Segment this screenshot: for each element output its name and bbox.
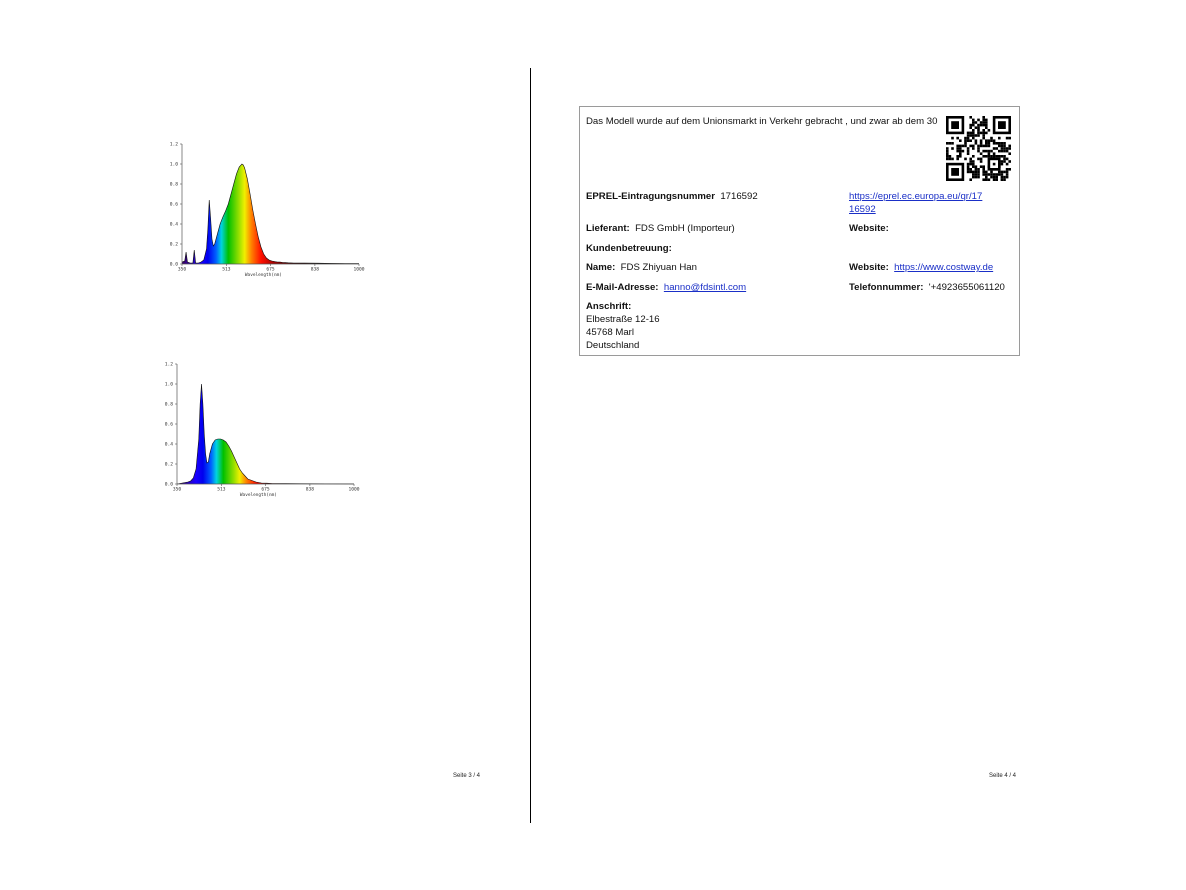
service-website-label: Website: <box>849 262 889 273</box>
y-tick-label: 0.8 <box>169 182 178 188</box>
name-label: Name: <box>586 262 616 273</box>
website-link[interactable]: https://www.costway.de <box>894 262 994 273</box>
y-tick-label: 0.4 <box>169 222 178 228</box>
y-tick-label: 1.2 <box>164 362 173 368</box>
product-info-box <box>579 106 1020 356</box>
x-axis-label: Wavelength(nm) <box>239 493 277 498</box>
address-line-1: Elbestraße 12-16 <box>586 314 660 325</box>
x-tick-label: 513 <box>222 267 231 273</box>
y-tick-label: 0.6 <box>164 422 173 428</box>
email-label: E-Mail-Adresse: <box>586 282 659 293</box>
x-tick-label: 675 <box>261 487 270 493</box>
page-number-right: Seite 4 / 4 <box>989 773 1017 779</box>
x-tick-label: 513 <box>217 487 226 493</box>
x-tick-label: 1000 <box>353 267 365 273</box>
x-tick-label: 1000 <box>348 487 360 493</box>
address-line-2: 45768 Marl <box>586 327 634 338</box>
address-label: Anschrift: <box>586 301 632 312</box>
x-axis-label: Wavelength(nm) <box>244 273 282 278</box>
page-number-left: Seite 3 / 4 <box>453 773 481 779</box>
spectrum-chart-2 <box>155 358 370 503</box>
x-tick-label: 838 <box>305 487 315 493</box>
y-tick-label: 0.8 <box>164 402 173 408</box>
x-tick-label: 350 <box>172 487 182 493</box>
email-link[interactable]: hanno@fdsintl.com <box>663 282 747 293</box>
website-label: Website: <box>849 223 889 234</box>
x-tick-label: 838 <box>310 267 320 273</box>
y-tick-label: 0.0 <box>164 482 173 488</box>
y-tick-label: 0.2 <box>169 242 178 248</box>
customer-service-label: Kundenbetreuung: <box>586 243 672 254</box>
spectrum-area <box>177 384 354 484</box>
supplier-label: Lieferant: <box>586 223 630 234</box>
page-divider <box>530 68 531 823</box>
market-intro-text: Das Modell wurde auf dem Unionsmarkt in Verkehr gebracht , und zwar ab dem 30 <box>586 116 938 127</box>
supplier-value: FDS GmbH (Importeur) <box>635 223 735 234</box>
address-line-3: Deutschland <box>586 340 640 351</box>
eprel-number: 1716592 <box>720 191 758 202</box>
eprel-row <box>586 190 758 203</box>
y-tick-label: 0.0 <box>169 262 178 268</box>
qr-code-icon <box>946 116 1011 181</box>
y-tick-label: 0.2 <box>164 462 173 468</box>
y-tick-label: 1.0 <box>169 162 178 168</box>
axes <box>170 142 365 279</box>
phone-label: Telefonnummer: <box>849 282 924 293</box>
eprel-label: EPREL-Eintragungsnummer <box>586 191 715 202</box>
y-tick-label: 0.6 <box>169 202 178 208</box>
y-tick-label: 1.0 <box>164 382 173 388</box>
name-value: FDS Zhiyuan Han <box>620 262 697 273</box>
phone-value: '+4923655061120 <box>928 282 1005 293</box>
spectrum-chart-1 <box>160 138 375 283</box>
x-tick-label: 350 <box>177 267 187 273</box>
y-tick-label: 1.2 <box>169 142 178 148</box>
y-tick-label: 0.4 <box>164 442 173 448</box>
eprel-link[interactable]: https://eprel.ec.europa.eu/qr/17 16592 <box>849 191 983 215</box>
x-tick-label: 675 <box>266 267 275 273</box>
